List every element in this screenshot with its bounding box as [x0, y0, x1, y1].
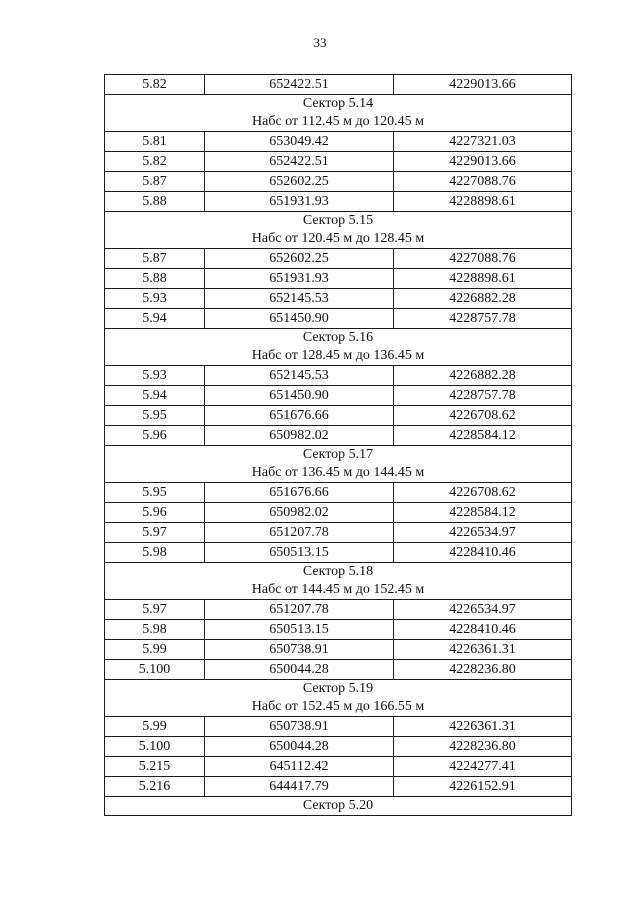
x-coordinate-cell: 650044.28 — [205, 660, 394, 680]
sector-height-range: Набс от 120.45 м до 128.45 м — [251, 231, 425, 246]
y-coordinate-cell: 4226534.97 — [394, 600, 572, 620]
sector-header-cell — [105, 329, 572, 366]
x-coordinate-cell: 651207.78 — [205, 523, 394, 543]
table-row — [105, 309, 572, 329]
x-coordinate-cell: 652422.51 — [205, 152, 394, 172]
point-id-cell: 5.97 — [105, 523, 205, 543]
point-id-cell: 5.88 — [105, 269, 205, 289]
x-coordinate-cell: 650738.91 — [205, 717, 394, 737]
table-row — [105, 543, 572, 563]
x-coordinate-cell: 653049.42 — [205, 132, 394, 152]
point-id-cell: 5.96 — [105, 426, 205, 446]
x-coordinate-cell: 650513.15 — [205, 620, 394, 640]
point-id-cell: 5.93 — [105, 366, 205, 386]
y-coordinate-cell: 4228898.61 — [394, 269, 572, 289]
point-id-cell: 5.215 — [105, 757, 205, 777]
y-coordinate-cell: 4228236.80 — [394, 660, 572, 680]
table-row — [105, 269, 572, 289]
x-coordinate-cell: 650044.28 — [205, 737, 394, 757]
y-coordinate-cell: 4224277.41 — [394, 757, 572, 777]
sector-header-cell — [105, 797, 572, 816]
sector-height-range: Набс от 128.45 м до 136.45 м — [251, 348, 425, 363]
x-coordinate-cell: 645112.42 — [205, 757, 394, 777]
table-row — [105, 406, 572, 426]
point-id-cell: 5.95 — [105, 406, 205, 426]
point-id-cell: 5.97 — [105, 600, 205, 620]
coordinates-table — [104, 74, 572, 816]
x-coordinate-cell: 650982.02 — [205, 426, 394, 446]
x-coordinate-cell: 651931.93 — [205, 269, 394, 289]
sector-header-cell — [105, 212, 572, 249]
table-row — [105, 386, 572, 406]
table-row — [105, 523, 572, 543]
y-coordinate-cell: 4228757.78 — [394, 309, 572, 329]
table-row — [105, 640, 572, 660]
table-row — [105, 366, 572, 386]
y-coordinate-cell: 4226361.31 — [394, 640, 572, 660]
y-coordinate-cell: 4226534.97 — [394, 523, 572, 543]
y-coordinate-cell: 4228410.46 — [394, 620, 572, 640]
table-row — [105, 289, 572, 309]
table-row — [105, 426, 572, 446]
table-row — [105, 503, 572, 523]
table-row — [105, 172, 572, 192]
sector-header-row — [105, 329, 572, 366]
y-coordinate-cell: 4228584.12 — [394, 426, 572, 446]
table-row — [105, 249, 572, 269]
sector-height-range: Набс от 144.45 м до 152.45 м — [251, 582, 425, 597]
point-id-cell: 5.94 — [105, 309, 205, 329]
point-id-cell: 5.87 — [105, 172, 205, 192]
table-row — [105, 75, 572, 95]
y-coordinate-cell: 4228757.78 — [394, 386, 572, 406]
y-coordinate-cell: 4226882.28 — [394, 289, 572, 309]
x-coordinate-cell: 652145.53 — [205, 289, 394, 309]
y-coordinate-cell: 4226361.31 — [394, 717, 572, 737]
sector-height-range: Набс от 152.45 м до 166.55 м — [251, 699, 425, 714]
sector-header-row — [105, 212, 572, 249]
sector-title: Сектор 5.15 — [302, 213, 374, 228]
x-coordinate-cell: 650982.02 — [205, 503, 394, 523]
x-coordinate-cell: 650738.91 — [205, 640, 394, 660]
y-coordinate-cell: 4228584.12 — [394, 503, 572, 523]
point-id-cell: 5.87 — [105, 249, 205, 269]
y-coordinate-cell: 4228898.61 — [394, 192, 572, 212]
sector-title: Сектор 5.16 — [302, 330, 374, 345]
sector-header-row — [105, 563, 572, 600]
sector-title: Сектор 5.14 — [302, 96, 374, 111]
x-coordinate-cell: 652145.53 — [205, 366, 394, 386]
point-id-cell: 5.82 — [105, 75, 205, 95]
point-id-cell: 5.95 — [105, 483, 205, 503]
sector-header-cell — [105, 446, 572, 483]
point-id-cell: 5.96 — [105, 503, 205, 523]
y-coordinate-cell: 4226882.28 — [394, 366, 572, 386]
sector-header-cell — [105, 680, 572, 717]
point-id-cell: 5.99 — [105, 640, 205, 660]
sector-title: Сектор 5.20 — [302, 798, 374, 813]
table-row — [105, 192, 572, 212]
x-coordinate-cell: 651207.78 — [205, 600, 394, 620]
sector-title: Сектор 5.19 — [302, 681, 374, 696]
table-row — [105, 777, 572, 797]
point-id-cell: 5.93 — [105, 289, 205, 309]
sector-title: Сектор 5.17 — [302, 447, 374, 462]
x-coordinate-cell: 652602.25 — [205, 249, 394, 269]
x-coordinate-cell: 652422.51 — [205, 75, 394, 95]
x-coordinate-cell: 651931.93 — [205, 192, 394, 212]
table-row — [105, 483, 572, 503]
y-coordinate-cell: 4227088.76 — [394, 249, 572, 269]
x-coordinate-cell: 650513.15 — [205, 543, 394, 563]
point-id-cell: 5.99 — [105, 717, 205, 737]
sector-header-row — [105, 95, 572, 132]
sector-title: Сектор 5.18 — [302, 564, 374, 579]
coordinates-table-body — [105, 75, 572, 816]
sector-height-range: Набс от 112.45 м до 120.45 м — [252, 114, 424, 129]
x-coordinate-cell: 651450.90 — [205, 309, 394, 329]
table-row — [105, 757, 572, 777]
x-coordinate-cell: 651676.66 — [205, 406, 394, 426]
y-coordinate-cell: 4226708.62 — [394, 483, 572, 503]
table-row — [105, 132, 572, 152]
point-id-cell: 5.100 — [105, 737, 205, 757]
table-row — [105, 660, 572, 680]
point-id-cell: 5.82 — [105, 152, 205, 172]
sector-height-range: Набс от 136.45 м до 144.45 м — [251, 465, 425, 480]
sector-header-cell — [105, 95, 572, 132]
point-id-cell: 5.216 — [105, 777, 205, 797]
point-id-cell: 5.100 — [105, 660, 205, 680]
y-coordinate-cell: 4229013.66 — [394, 75, 572, 95]
page-number: 33 — [313, 35, 327, 50]
x-coordinate-cell: 652602.25 — [205, 172, 394, 192]
table-row — [105, 152, 572, 172]
x-coordinate-cell: 651676.66 — [205, 483, 394, 503]
sector-header-row — [105, 446, 572, 483]
y-coordinate-cell: 4226708.62 — [394, 406, 572, 426]
y-coordinate-cell: 4228410.46 — [394, 543, 572, 563]
point-id-cell: 5.98 — [105, 543, 205, 563]
y-coordinate-cell: 4228236.80 — [394, 737, 572, 757]
point-id-cell: 5.81 — [105, 132, 205, 152]
table-row — [105, 620, 572, 640]
y-coordinate-cell: 4227088.76 — [394, 172, 572, 192]
table-row — [105, 737, 572, 757]
table-row — [105, 717, 572, 737]
table-row — [105, 600, 572, 620]
point-id-cell: 5.88 — [105, 192, 205, 212]
sector-header-row — [105, 797, 572, 816]
point-id-cell: 5.98 — [105, 620, 205, 640]
y-coordinate-cell: 4229013.66 — [394, 152, 572, 172]
x-coordinate-cell: 651450.90 — [205, 386, 394, 406]
sector-header-cell — [105, 563, 572, 600]
y-coordinate-cell: 4226152.91 — [394, 777, 572, 797]
x-coordinate-cell: 644417.79 — [205, 777, 394, 797]
sector-header-row — [105, 680, 572, 717]
point-id-cell: 5.94 — [105, 386, 205, 406]
y-coordinate-cell: 4227321.03 — [394, 132, 572, 152]
